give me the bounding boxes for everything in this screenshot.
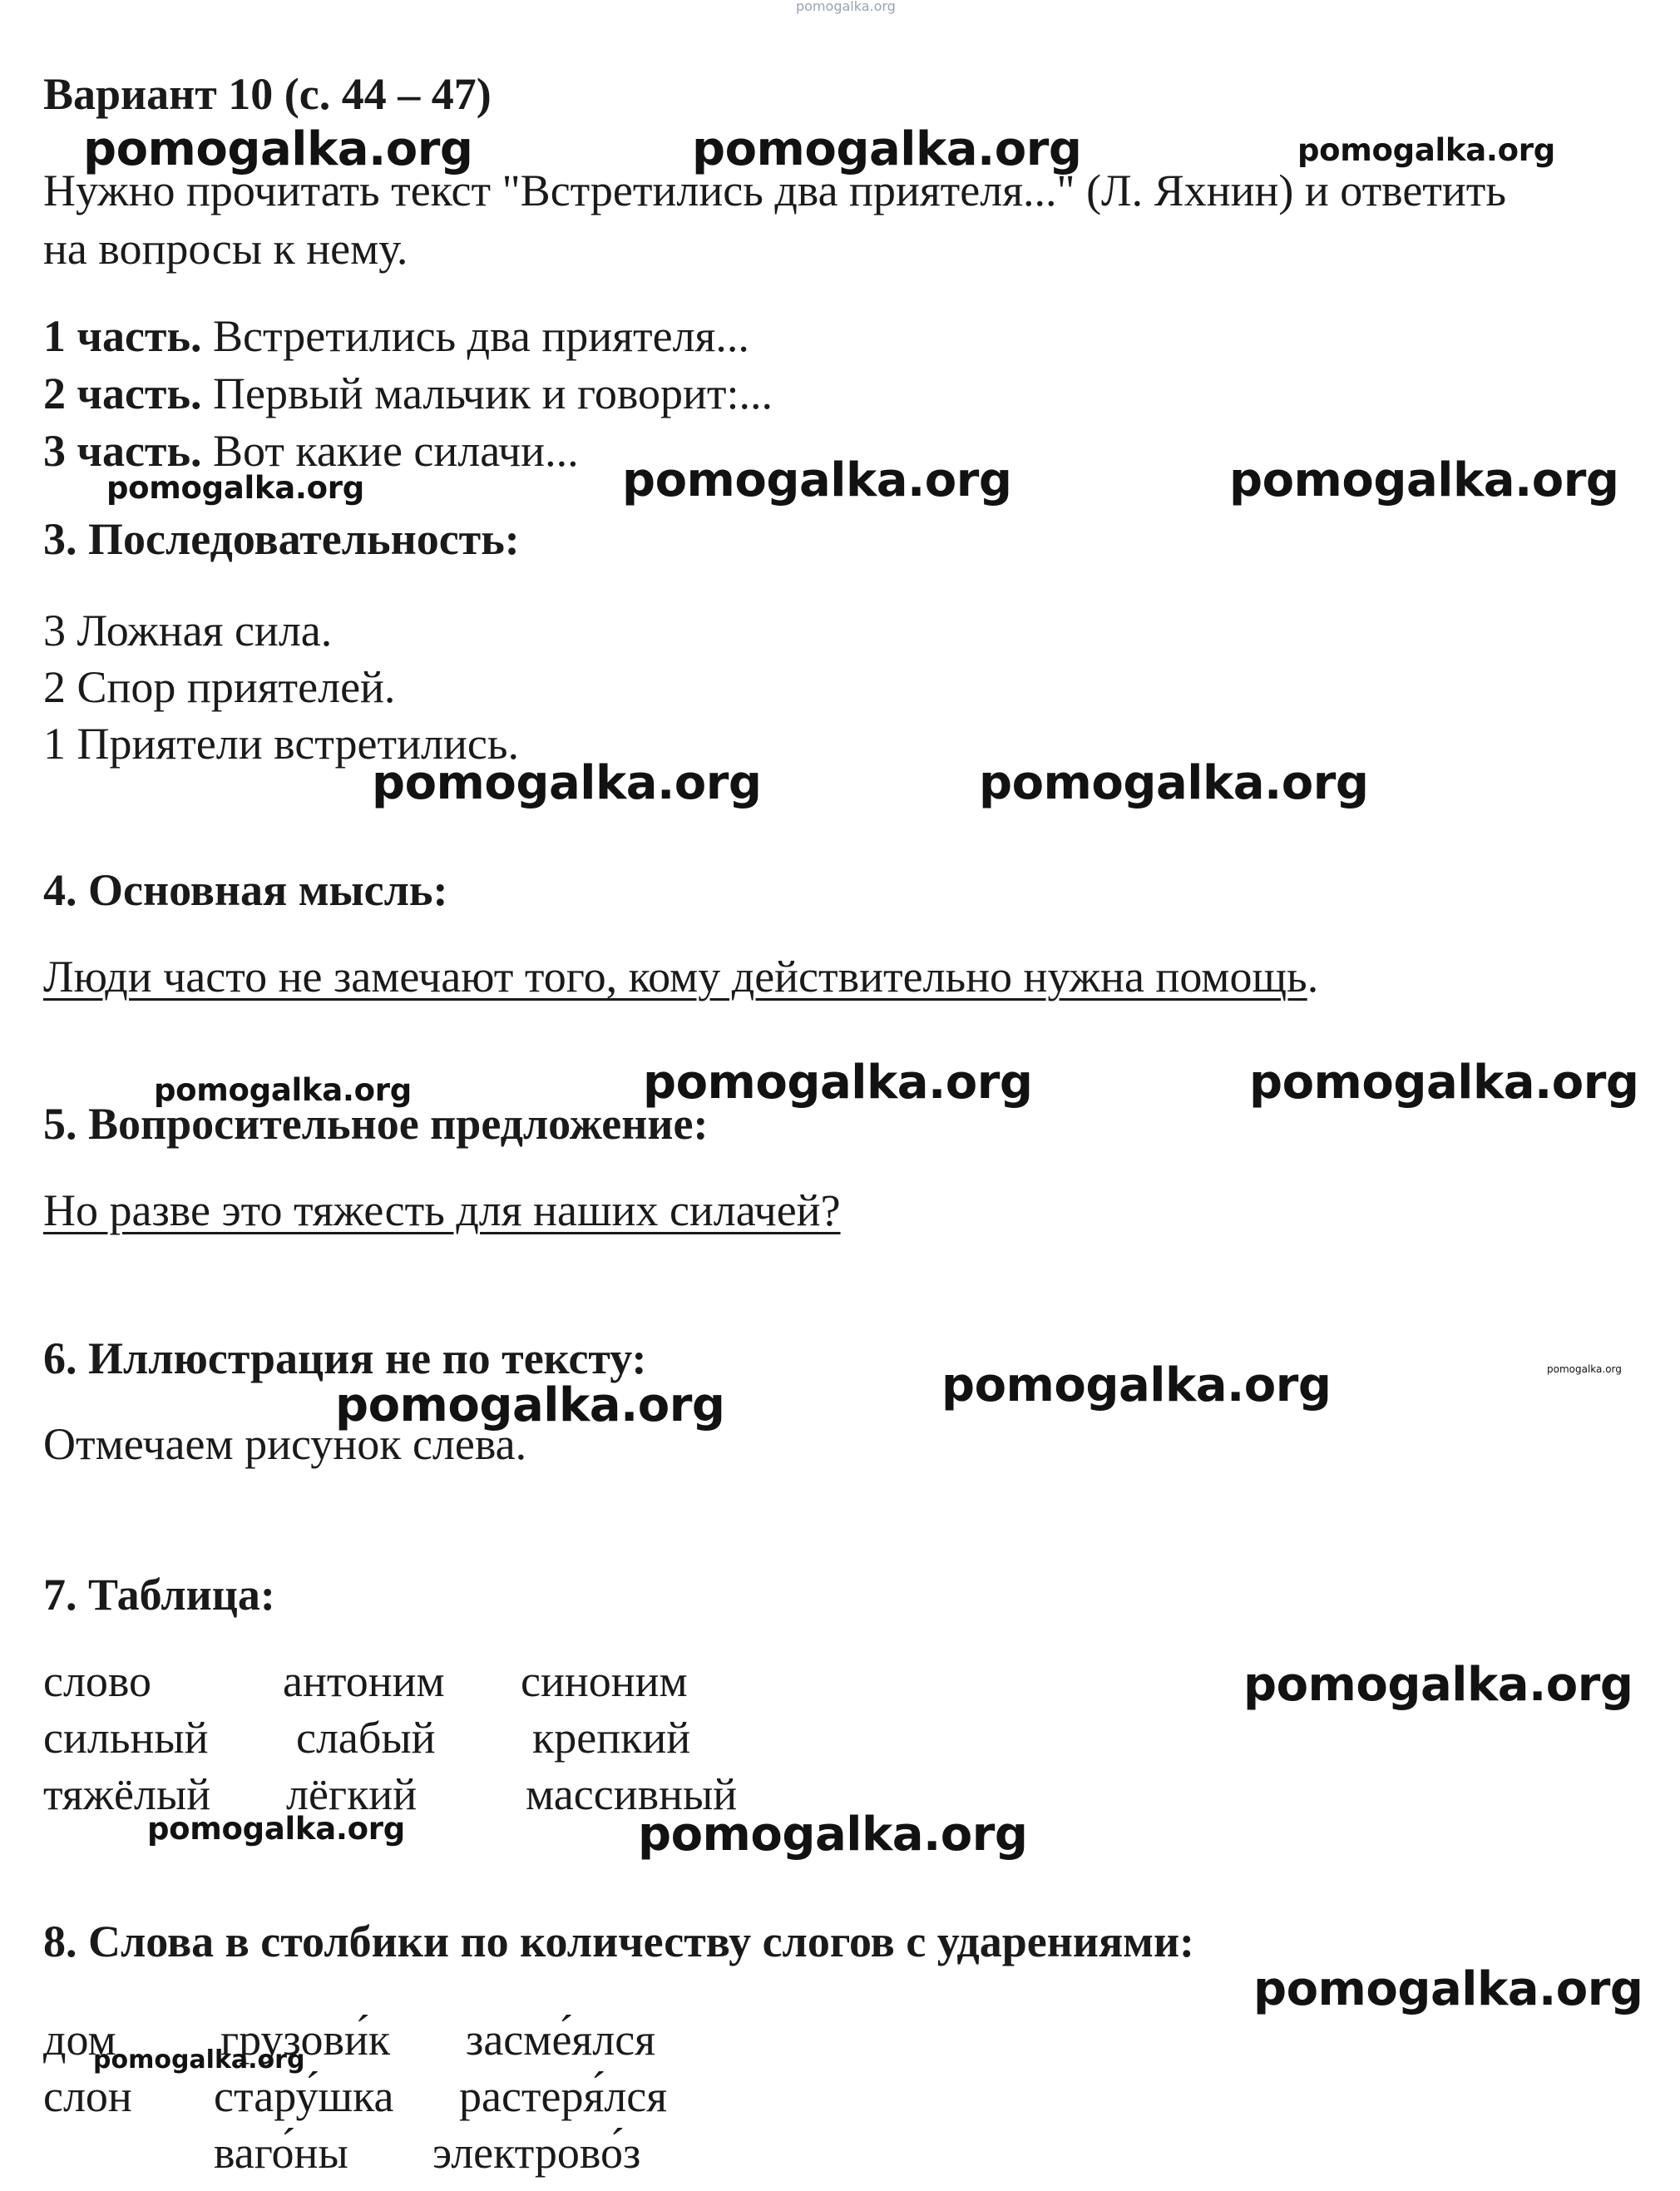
table-cell: слабый (296, 1713, 436, 1763)
table-cell: массивный (526, 1769, 738, 1819)
watermark: pomogalka.org (106, 470, 364, 506)
watermark: pomogalka.org (1253, 1962, 1643, 2016)
syllable-word: растеря́лся (459, 2071, 668, 2121)
watermark: pomogalka.org (638, 1808, 1028, 1862)
section-7-heading: 7. Таблица: (43, 1570, 275, 1620)
intro-line-1: Нужно прочитать текст "Встретились два приятеля..." (Л. Яхнин) и ответить (43, 166, 1507, 215)
syllable-word: грузови́к (220, 2015, 391, 2065)
sequence-item-2: 2 Спор приятелей. (43, 662, 396, 712)
table-cell: лёгкий (286, 1769, 418, 1819)
part-2-text: Первый мальчик и говорит:... (201, 368, 773, 418)
watermark: pomogalka.org (1547, 1363, 1622, 1375)
main-idea-period: . (1307, 952, 1319, 1002)
watermark: pomogalka.org (643, 1056, 1033, 1110)
table-cell: крепкий (532, 1713, 691, 1763)
page-title: Вариант 10 (с. 44 – 47) (43, 69, 492, 119)
part-2 (43, 368, 773, 418)
main-idea-answer (43, 952, 1319, 1002)
sequence-item-1: 3 Ложная сила. (43, 606, 333, 655)
table-cell: тяжёлый (43, 1769, 211, 1819)
watermark: pomogalka.org (622, 453, 1012, 507)
syllable-word: ваго́ны (214, 2128, 348, 2178)
table-header-word: слово (43, 1656, 152, 1706)
syllable-word: дом (43, 2015, 116, 2065)
syllable-word: слон (43, 2071, 132, 2121)
part-1-text: Встретились два приятеля... (201, 311, 749, 361)
main-idea-text: Люди часто не замечают того, кому действительно нужна помощь (43, 952, 1307, 1002)
part-1-label: 1 часть. (43, 311, 202, 361)
watermark-top: pomogalka.org (796, 0, 896, 14)
part-3-text: Вот какие силачи... (201, 426, 579, 476)
watermark: pomogalka.org (1229, 453, 1619, 507)
watermark: pomogalka.org (979, 756, 1369, 810)
table-cell: сильный (43, 1713, 209, 1763)
watermark: pomogalka.org (941, 1358, 1332, 1412)
watermark: pomogalka.org (154, 1072, 412, 1108)
sequence-item-3: 1 Приятели встретились. (43, 719, 519, 769)
section-4-heading: 4. Основная мысль: (43, 865, 448, 915)
watermark: pomogalka.org (372, 756, 762, 810)
watermark: pomogalka.org (83, 122, 473, 176)
part-3 (43, 426, 579, 476)
watermark: pomogalka.org (93, 2045, 305, 2075)
watermark: pomogalka.org (1297, 132, 1555, 168)
watermark: pomogalka.org (335, 1378, 725, 1432)
illustration-answer: Отмечаем рисунок слева. (43, 1419, 527, 1469)
table-header-synonym: синоним (521, 1656, 688, 1706)
syllable-word: засме́ялся (466, 2015, 655, 2065)
section-3-heading: 3. Последовательность: (43, 514, 520, 564)
watermark: pomogalka.org (147, 1811, 405, 1847)
watermark: pomogalka.org (1249, 1056, 1639, 1110)
part-1 (43, 311, 749, 361)
part-2-label: 2 часть. (43, 368, 202, 418)
section-5-heading: 5. Вопросительное предложение: (43, 1099, 709, 1149)
intro-line-2: на вопросы к нему. (43, 224, 408, 274)
section-8-heading: 8. Слова в столбики по количеству слогов с ударениями: (43, 1917, 1195, 1966)
section-6-heading: 6. Иллюстрация не по тексту: (43, 1333, 647, 1383)
syllable-word: электрово́з (432, 2128, 641, 2178)
watermark: pomogalka.org (692, 122, 1082, 176)
watermark: pomogalka.org (1243, 1658, 1633, 1712)
table-header-antonym: антоним (283, 1656, 445, 1706)
question-sentence-answer: Но разве это тяжесть для наших силачей? (43, 1185, 841, 1235)
syllable-word: стару́шка (214, 2071, 394, 2121)
part-3-label: 3 часть. (43, 426, 202, 476)
